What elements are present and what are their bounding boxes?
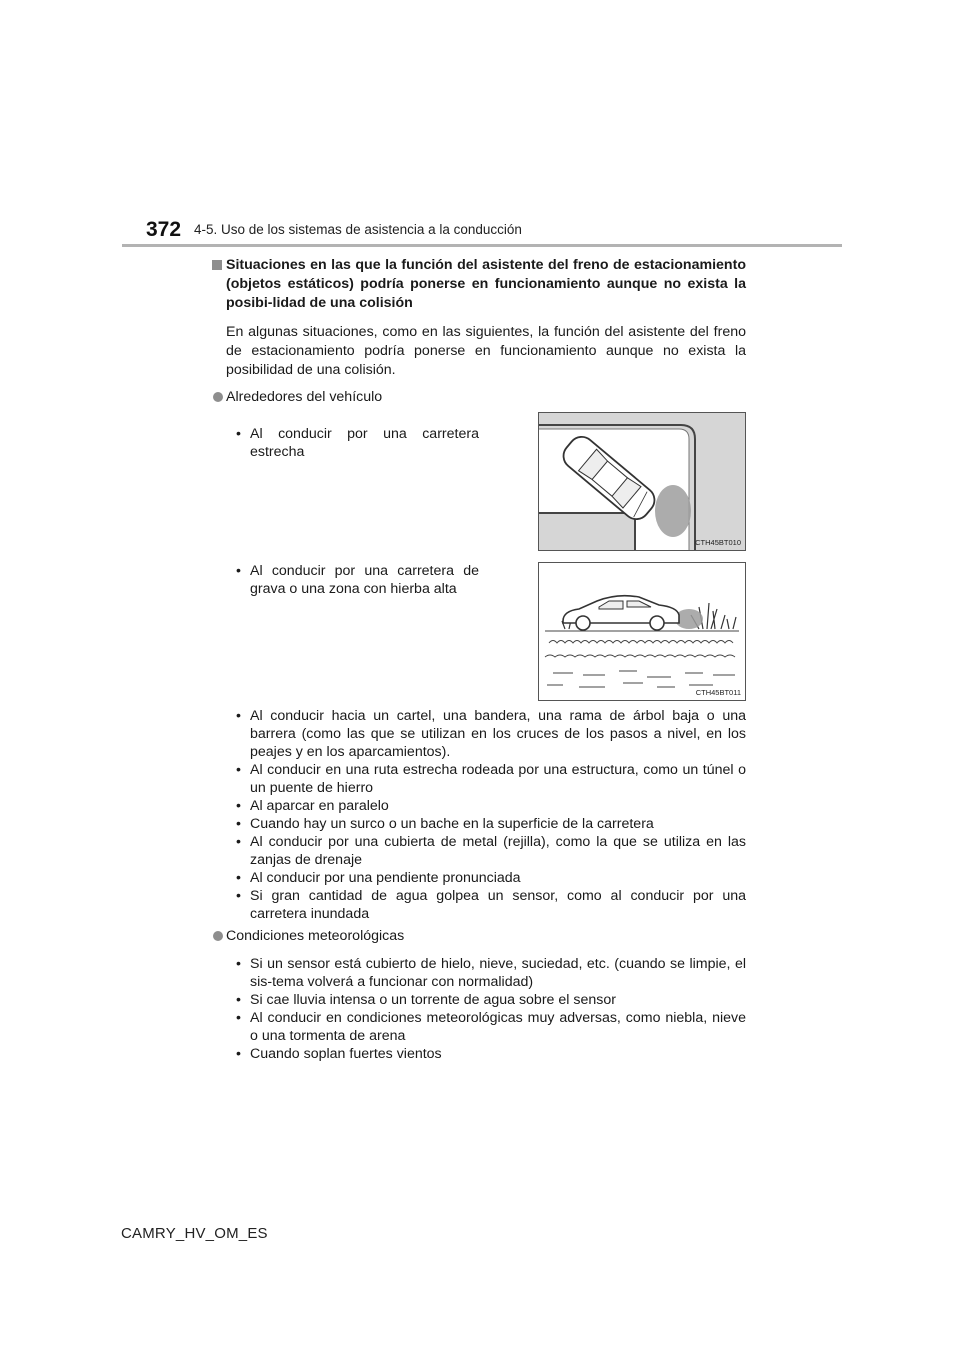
list-item: • Al conducir hacia un cartel, una bandera, una rama de árbol baja o una barrera (como las que se utilizan en los cruces de los pasos a nivel, en los peajes y en los aparcamientos).	[226, 707, 746, 761]
circle-bullet-icon	[213, 931, 223, 941]
list-item: • Al conducir en condiciones meteorológicas muy adversas, como niebla, nieve o una tormenta de arena	[226, 1009, 746, 1045]
list-item: • Si un sensor está cubierto de hielo, nieve, suciedad, etc. (cuando se limpie, el sis-tema volverá a funcionar con normalidad)	[226, 955, 746, 991]
group-weather	[214, 927, 746, 946]
section-heading	[214, 256, 746, 313]
footer-model-code: CAMRY_HV_OM_ES	[121, 1225, 268, 1242]
figure-row-gravel-road	[214, 562, 746, 701]
list-item: • Al conducir por una pendiente pronunciada	[226, 869, 746, 887]
figure-row-narrow-road	[214, 412, 746, 551]
list-item: • Si gran cantidad de agua golpea un sensor, como al conducir por una carretera inundada	[226, 887, 746, 923]
group-surroundings	[214, 388, 746, 407]
figure-label: CTH45BT011	[695, 688, 741, 697]
list-item: • Al aparcar en paralelo	[226, 797, 746, 815]
list-item: • Al conducir por una carretera estrecha	[226, 425, 479, 461]
figure-label: CTH45BT010	[695, 538, 741, 547]
list-item: • Si cae lluvia intensa o un torrente de agua sobre el sensor	[226, 991, 746, 1009]
circle-bullet-icon	[213, 392, 223, 402]
surroundings-list	[214, 707, 746, 923]
group-title: Condiciones meteorológicas	[226, 928, 405, 944]
list-item: • Al conducir por una cubierta de metal (rejilla), como la que se utiliza en las zanjas de drenaje	[226, 833, 746, 869]
list-item: • Cuando hay un surco o un bache en la superficie de la carretera	[226, 815, 746, 833]
list-item: • Al conducir en una ruta estrecha rodeada por una estructura, como un túnel o un puente de hierro	[226, 761, 746, 797]
section-heading-text: Situaciones en las que la función del asistente del freno de estacionamiento (objetos estáticos) podría ponerse en funcionamiento aunque no exista la posibi-lidad de una colisión	[226, 257, 746, 311]
list-item: • Al conducir por una carretera de grava o una zona con hierba alta	[226, 562, 479, 598]
page-number: 372	[146, 218, 182, 241]
group-title: Alrededores del vehículo	[226, 389, 383, 405]
narrow-road-illustration	[538, 412, 746, 551]
list-item: • Cuando soplan fuertes vientos	[226, 1045, 746, 1063]
gravel-road-illustration	[538, 562, 746, 701]
weather-list	[214, 955, 746, 1063]
header-rule	[122, 244, 842, 247]
intro-paragraph: En algunas situaciones, como en las siguientes, la función del asistente del freno de estacionamiento podría ponerse en funcionamiento aunque no exista la posibilidad de una colisión.	[226, 324, 746, 378]
page-content	[214, 256, 746, 1063]
chapter-title: 4-5. Uso de los sistemas de asistencia a la conducción	[194, 222, 522, 237]
square-bullet-icon	[212, 260, 222, 270]
